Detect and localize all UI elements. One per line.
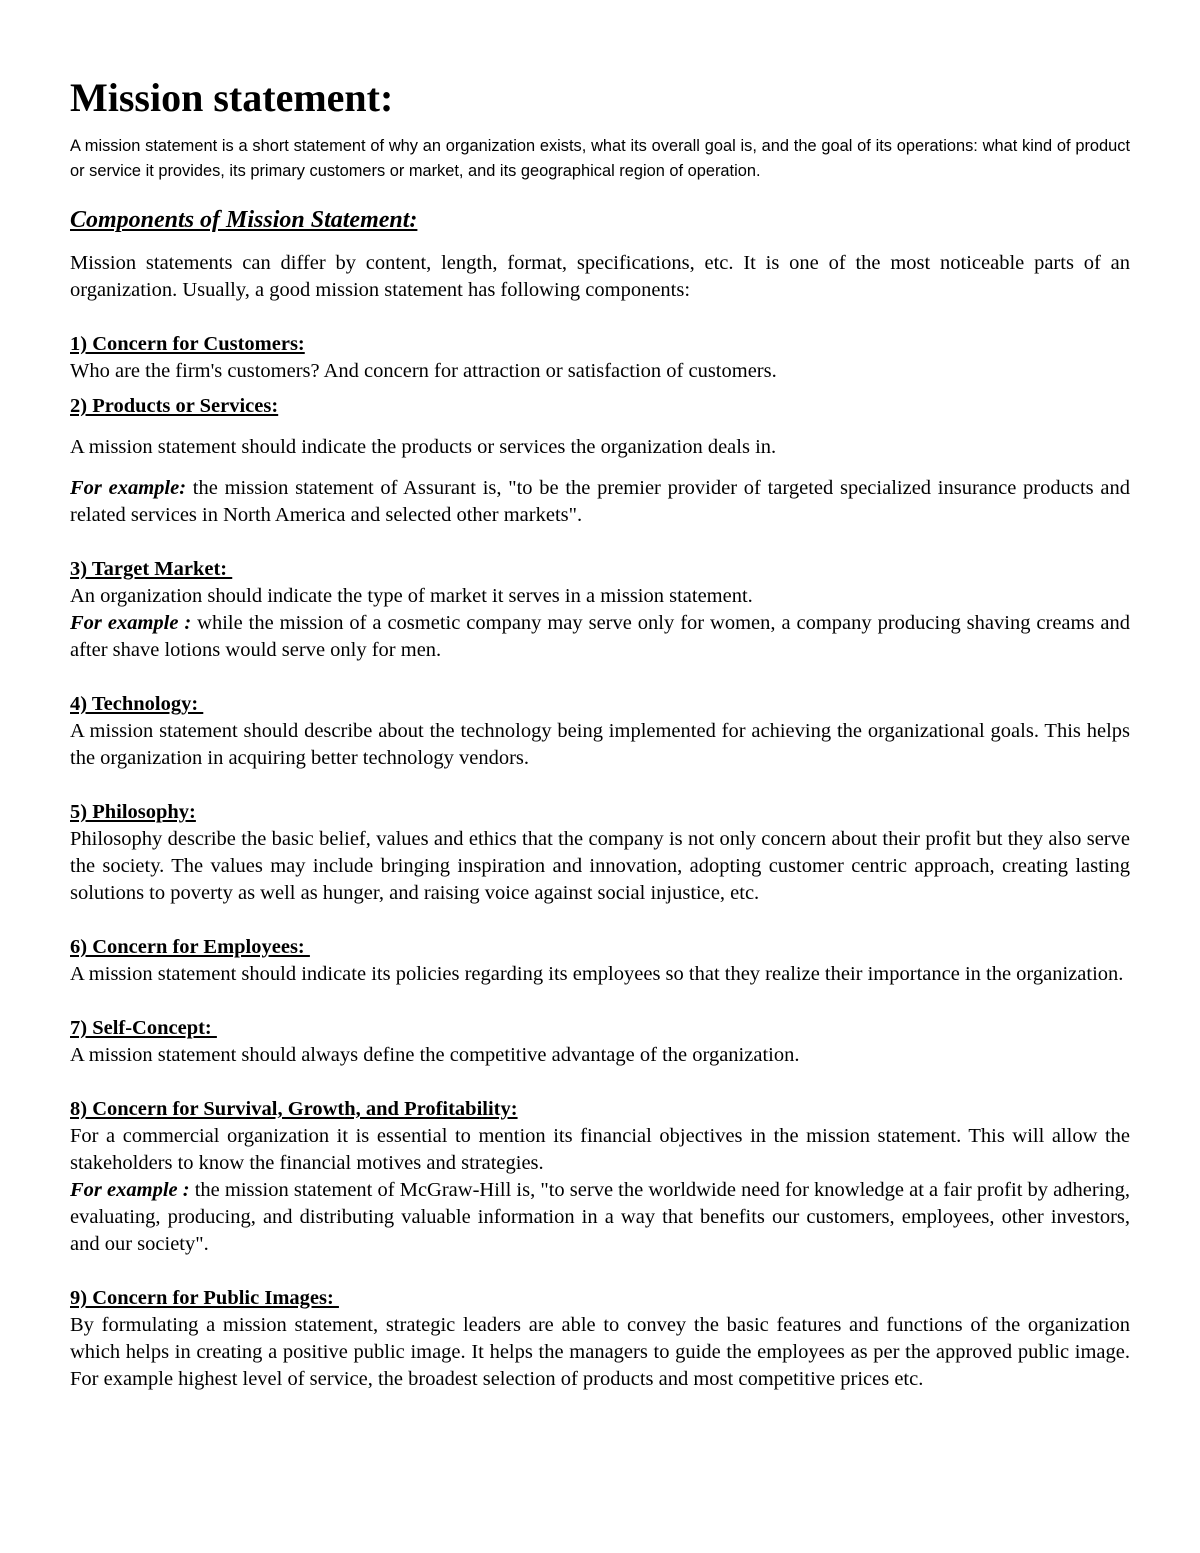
section-philosophy xyxy=(70,799,1130,907)
document-page xyxy=(70,74,1130,1393)
section-concern-for-customers xyxy=(70,331,1130,385)
section-heading: 7) Self-Concept: xyxy=(70,1017,217,1039)
components-intro: Mission statements can differ by content, length, format, specifications, etc. It is one of the most noticeable parts of an organization. Usually, a good mission statement has following components: xyxy=(70,252,1130,301)
page-title: Mission statement: xyxy=(70,75,394,120)
example-paragraph xyxy=(70,610,1130,664)
section-text: A mission statement should describe about the technology being implemented for achieving the organizational goals. This helps the organization in acquiring better technology vendors. xyxy=(70,720,1130,769)
section-text: A mission statement should always define the competitive advantage of the organization. xyxy=(70,1044,800,1066)
section-text: An organization should indicate the type of market it serves in a mission statement. xyxy=(70,585,753,607)
section-heading: 9) Concern for Public Images: xyxy=(70,1287,339,1309)
intro-paragraph: A mission statement is a short statement of why an organization exists, what its overall goal is, and the goal of its operations: what kind of product or service it provides, its primary customers or market, and its geographical region of operation. xyxy=(70,137,1130,180)
section-products-or-services xyxy=(70,393,1130,529)
section-heading: 8) Concern for Survival, Growth, and Profitability: xyxy=(70,1098,518,1120)
example-text: while the mission of a cosmetic company may serve only for women, a company producing shaving creams and after shave lotions would serve only for men. xyxy=(70,612,1130,661)
section-heading: 6) Concern for Employees: xyxy=(70,936,310,958)
components-heading: Components of Mission Statement: xyxy=(70,207,418,233)
section-text: For a commercial organization it is essential to mention its financial objectives in the mission statement. This will allow the stakeholders to know the financial motives and strategies. xyxy=(70,1125,1130,1174)
example-text: the mission statement of Assurant is, "to be the premier provider of targeted specialized insurance products and related services in North America and selected other markets". xyxy=(70,477,1130,526)
section-heading: 2) Products or Services: xyxy=(70,395,279,417)
section-text: A mission statement should indicate its policies regarding its employees so that they realize their importance in the organization. xyxy=(70,963,1124,985)
example-label: For example: xyxy=(70,477,187,499)
section-text: Philosophy describe the basic belief, values and ethics that the company is not only concern about their profit but they also serve the society. The values may include bringing inspiration and innovation, adopting customer centric approach, creating lasting solutions to poverty as well as hunger, and raising voice against social injustice, etc. xyxy=(70,828,1130,904)
section-heading: 5) Philosophy: xyxy=(70,801,196,823)
example-paragraph xyxy=(70,1177,1130,1258)
section-heading: 4) Technology: xyxy=(70,693,204,715)
example-paragraph xyxy=(70,475,1130,529)
section-survival-growth-profitability xyxy=(70,1096,1130,1258)
section-technology xyxy=(70,691,1130,772)
section-self-concept xyxy=(70,1015,1130,1069)
section-concern-for-employees xyxy=(70,934,1130,988)
example-label: For example : xyxy=(70,612,192,634)
example-text: the mission statement of McGraw-Hill is, "to serve the worldwide need for knowledge at a fair profit by adhering, evaluating, producing, and distributing valuable information in a way that benefits our customers, employees, other investors, and our society". xyxy=(70,1179,1130,1255)
section-target-market xyxy=(70,556,1130,664)
section-heading: 1) Concern for Customers: xyxy=(70,333,305,355)
section-text: A mission statement should indicate the products or services the organization deals in. xyxy=(70,436,777,458)
section-concern-for-public-images xyxy=(70,1285,1130,1393)
example-label: For example : xyxy=(70,1179,190,1201)
section-text: By formulating a mission statement, strategic leaders are able to convey the basic features and functions of the organization which helps in creating a positive public image. It helps the managers to guide the employees as per the approved public image. For example highest level of service, the broadest selection of products and most competitive prices etc. xyxy=(70,1314,1130,1390)
section-text: Who are the firm's customers? And concern for attraction or satisfaction of customers. xyxy=(70,360,777,382)
section-heading: 3) Target Market: xyxy=(70,558,233,580)
